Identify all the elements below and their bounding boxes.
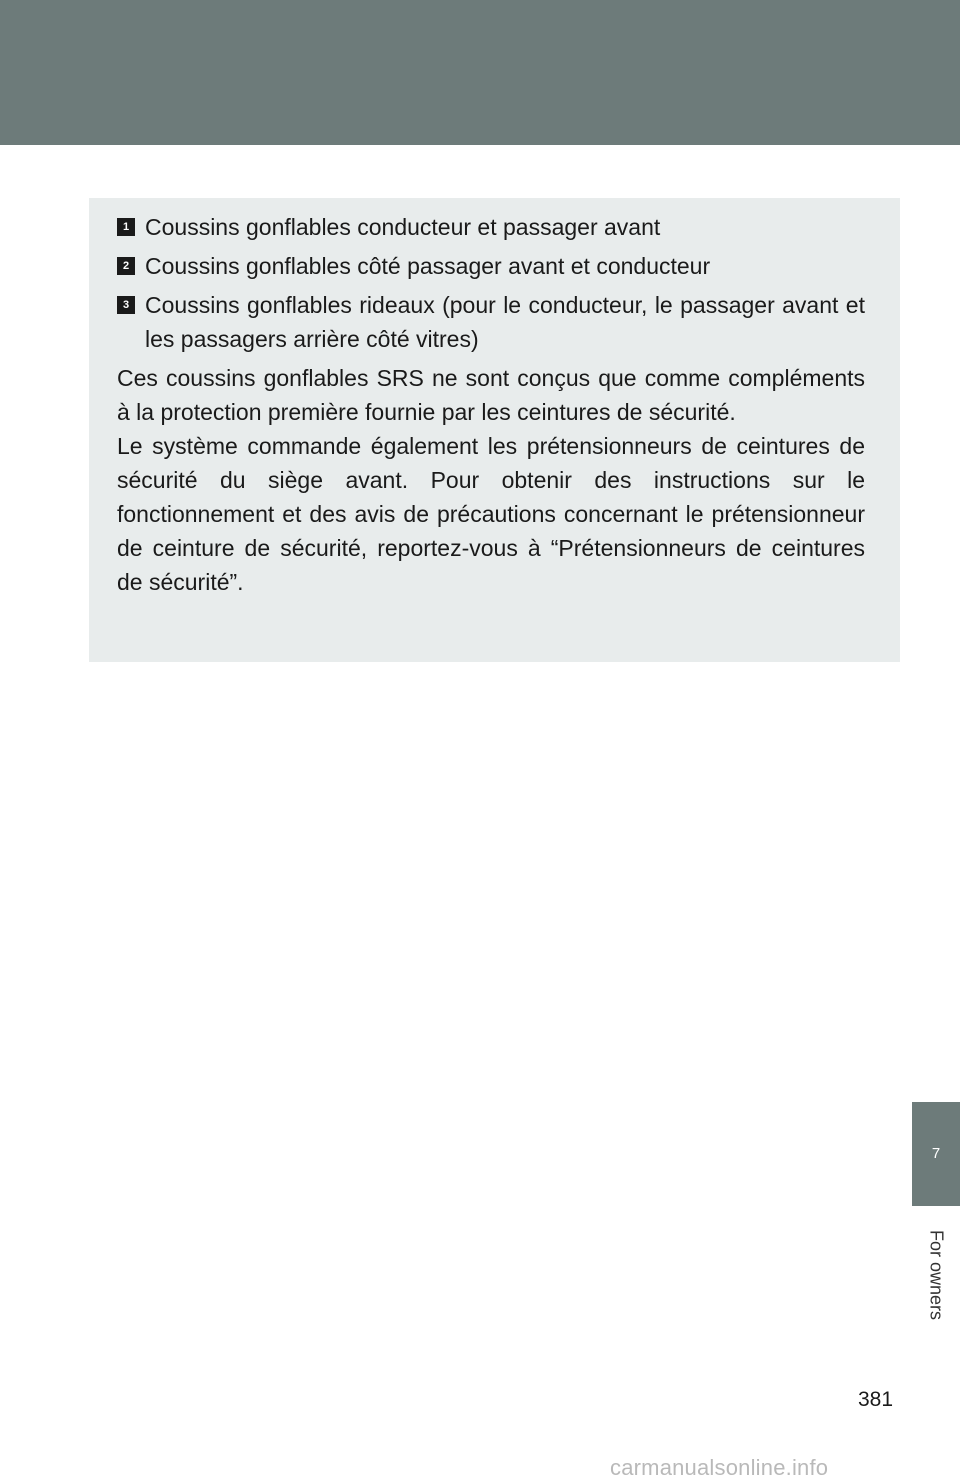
page-number: 381 <box>858 1388 894 1411</box>
list-item <box>117 288 865 356</box>
chapter-tab: 7 <box>912 1102 960 1206</box>
chapter-label: For owners <box>926 1229 947 1321</box>
paragraph: Le système commande également les prétensionneurs de ceintures de sécurité du siège avant. Pour obtenir des instructions sur le fonctionnement et des avis de précautions concernant le prétensionneur de ceinture de sécurité, reportez-vous à “Prétensionneurs de ceintures de sécurité”. <box>117 433 865 595</box>
list-item-text: Coussins gonflables conducteur et passager avant <box>145 214 661 240</box>
number-badge: 3 <box>117 296 135 314</box>
list-item <box>117 249 865 283</box>
info-box <box>89 198 900 662</box>
number-badge: 2 <box>117 257 135 275</box>
list-item <box>117 210 865 244</box>
list-item-text: Coussins gonflables côté passager avant et conducteur <box>145 253 711 279</box>
header-band <box>0 0 960 145</box>
number-badge: 1 <box>117 218 135 236</box>
watermark: carmanualsonline.info <box>610 1455 829 1480</box>
list-item-text: Coussins gonflables rideaux (pour le conducteur, le passager avant et les passagers arrière côté vitres) <box>145 292 865 352</box>
paragraph: Ces coussins gonflables SRS ne sont conçus que comme compléments à la protection première fournie par les ceintures de sécurité. <box>117 365 865 425</box>
